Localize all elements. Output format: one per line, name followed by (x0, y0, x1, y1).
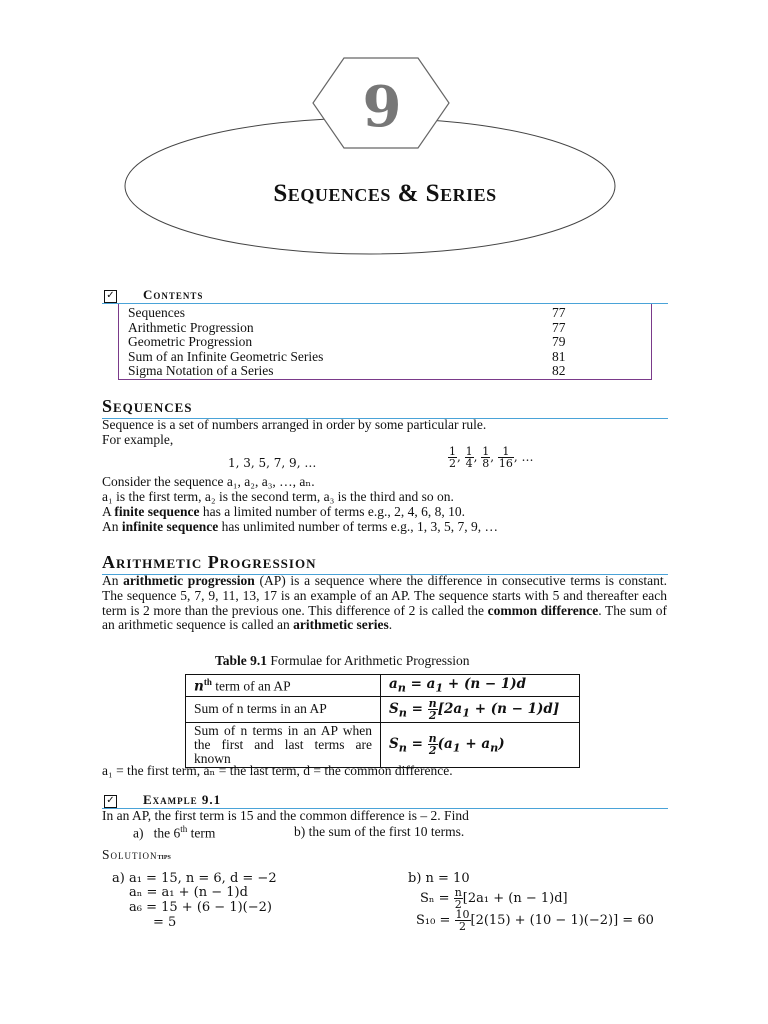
table-cell: Sum of n terms in an AP when the first and last terms are known (186, 722, 381, 767)
checkbox-icon: ✓ (104, 795, 117, 808)
example-heading: Example 9.1 (143, 792, 222, 807)
solution-b-line: S₁₀ = $\frac{10}{2}$ [2(15) + (10 − 1)(−2)] = 60 (416, 908, 654, 933)
contents-page: 79 (552, 334, 566, 349)
sequences-line3: Consider the sequence a₁, a₂, a₃, …, aₙ. (102, 474, 315, 489)
table-cell: Sum of n terms in an AP (186, 696, 381, 722)
formula-sum-first-last: $S_n$ = $\frac{n}{2}$ $(a_1 + a_n)$ (381, 722, 580, 767)
ap-heading: Arithmetic Progression (102, 552, 317, 572)
example-part-a: a) the 6th term (133, 824, 216, 841)
sequences-line4: a₁ is the first term, a₂ is the second term, a₃ is the third and so on. (102, 489, 454, 504)
sequences-heading: Sequences (102, 396, 193, 416)
table-cell: $n^{th}$ term of an AP (186, 675, 381, 697)
solution-b-line: Sₙ = $\frac{n}{2}$ [2a₁ + (n − 1)d] (420, 886, 568, 911)
fraction: $\frac{1}{16}$ (498, 445, 513, 470)
solution-a-line: a) a₁ = 15, n = 6, d = −2 (112, 871, 277, 886)
formula-sum-n: $S_n$ = $\frac{n}{2}$ $[2a_1 + (n - 1)d]$ (381, 696, 580, 722)
table-footnote: a₁ = the first term, aₙ = the last term, d = the common difference. (102, 763, 453, 778)
table-row (186, 675, 580, 697)
ap-paragraph: An arithmetic progression (AP) is a sequence where the difference in consecutive terms is constant. The sequence 5, 7, 9, 11, 13, 17 is an example of an AP. The sequence starts with 5 and thereafter each term is 2 more than the previous one. This difference of 2 is called the common difference. The sum of an arithmetic sequence is called an arithmetic series. (102, 573, 668, 633)
contents-page: 77 (552, 320, 566, 335)
chapter-number: 9 (362, 74, 402, 140)
table-row (186, 722, 580, 767)
contents-item[interactable]: Geometric Progression (128, 334, 253, 349)
fraction: $\frac{1}{8}$ (482, 445, 490, 470)
example-part-b: b) the sum of the first 10 terms. (294, 824, 465, 839)
infinite-sequence-line: An infinite sequence has unlimited number of terms e.g., 1, 3, 5, 7, 9, … (102, 519, 498, 534)
example-sequence-odd: 1, 3, 5, 7, 9, … (228, 456, 317, 470)
contents-heading: Contents (143, 287, 204, 302)
chapter-header-decoration (0, 0, 768, 290)
finite-sequence-line: A finite sequence has a limited number of terms e.g., 2, 4, 6, 8, 10. (102, 504, 465, 519)
fraction: $\frac{1}{2}$ (449, 445, 456, 470)
sequences-line1: Sequence is a set of numbers arranged in order by some particular rule. (102, 417, 487, 432)
contents-page: 81 (552, 349, 566, 364)
formula-nth-term: $a_n = a_1 + (n - 1)d$ (381, 675, 580, 697)
contents-item[interactable]: Sigma Notation of a Series (128, 363, 274, 378)
example-sequence-fractions: $\frac{1}{2}$ , $\frac{1}{4}$ , $\frac{1}{8}$ , $\frac{1}{16}$ , … (449, 445, 534, 470)
solution-a-line: = 5 (153, 915, 177, 930)
chapter-title: Sequences & Series (273, 180, 497, 207)
contents-page: 77 (552, 305, 566, 320)
ap-formula-table (185, 674, 580, 768)
table-caption: Table 9.1 Formulae for Arithmetic Progression (215, 653, 470, 668)
solution-label: Solutiontips (102, 847, 171, 862)
fraction: $\frac{1}{4}$ (465, 445, 473, 470)
checkbox-icon: ✓ (104, 290, 117, 303)
sequences-line2: For example, (102, 432, 174, 447)
solution-b-line: b) n = 10 (408, 871, 470, 886)
contents-page: 82 (552, 363, 566, 378)
solution-a-line: aₙ = a₁ + (n − 1)d (129, 885, 248, 900)
contents-item[interactable]: Sequences (128, 305, 185, 320)
contents-item[interactable]: Arithmetic Progression (128, 320, 254, 335)
contents-item[interactable]: Sum of an Infinite Geometric Series (128, 349, 324, 364)
example-question: In an AP, the first term is 15 and the common difference is – 2. Find (102, 808, 469, 823)
solution-a-line: a₆ = 15 + (6 − 1)(−2) (129, 900, 272, 915)
table-row (186, 696, 580, 722)
